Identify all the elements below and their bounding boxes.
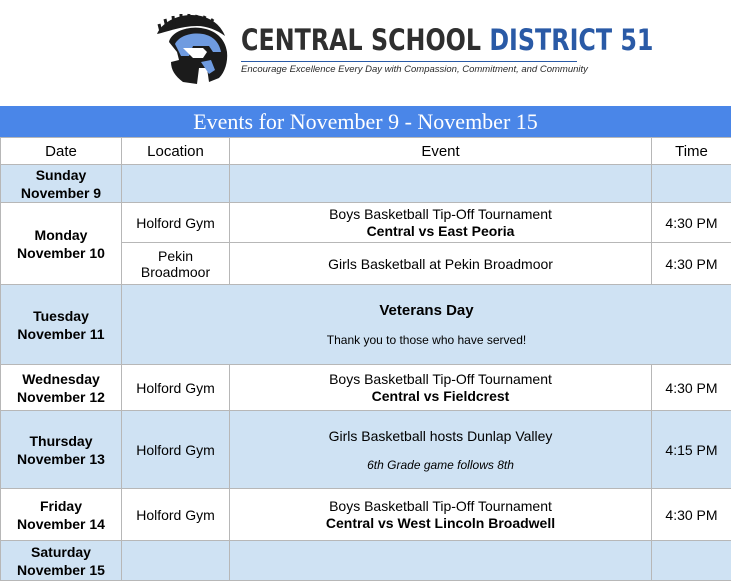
time-cell: 4:15 PM xyxy=(652,411,731,489)
date-cell xyxy=(1,285,122,365)
location-cell: Holford Gym xyxy=(122,411,230,489)
event-cell xyxy=(230,365,652,411)
location-cell: Holford Gym xyxy=(122,365,230,411)
table-row-tuesday xyxy=(1,285,731,365)
column-header-time: Time xyxy=(652,138,731,165)
date-cell xyxy=(1,411,122,489)
time-cell: 4:30 PM xyxy=(652,203,731,243)
location-cell: Holford Gym xyxy=(122,489,230,541)
time-cell: 4:30 PM xyxy=(652,243,731,285)
event-matchup: Central vs East Peoria xyxy=(233,223,648,240)
event-cell xyxy=(230,541,652,581)
location-cell xyxy=(122,541,230,581)
district-name-part1: CENTRAL SCHOOL xyxy=(241,23,481,57)
date-cell xyxy=(1,365,122,411)
date: November 9 xyxy=(4,184,118,202)
date: November 12 xyxy=(4,388,118,406)
event-title: Boys Basketball Tip-Off Tournament xyxy=(233,498,648,515)
holiday-note: Thank you to those who have served! xyxy=(125,333,728,347)
events-table xyxy=(0,137,731,581)
date: November 10 xyxy=(4,244,118,262)
column-header-location: Location xyxy=(122,138,230,165)
spartan-helmet-icon xyxy=(153,12,233,88)
location-cell xyxy=(122,165,230,203)
holiday-title: Veterans Day xyxy=(125,302,728,319)
event-cell xyxy=(230,165,652,203)
tagline: Encourage Excellence Every Day with Compassion, Commitment, and Community xyxy=(241,64,588,75)
time-cell xyxy=(652,541,731,581)
location-line: Pekin xyxy=(125,248,226,264)
table-row-friday xyxy=(1,489,731,541)
table-row-monday-1 xyxy=(1,203,731,243)
event-matchup: Central vs West Lincoln Broadwell xyxy=(233,515,648,532)
table-row-sunday xyxy=(1,165,731,203)
column-header-date: Date xyxy=(1,138,122,165)
event-title: Boys Basketball Tip-Off Tournament xyxy=(233,371,648,388)
date-cell xyxy=(1,541,122,581)
event-title: Girls Basketball hosts Dunlap Valley xyxy=(233,428,648,445)
weekday: Saturday xyxy=(4,543,118,561)
weekday: Sunday xyxy=(4,166,118,184)
weekday: Thursday xyxy=(4,432,118,450)
location-cell: Holford Gym xyxy=(122,203,230,243)
event-matchup: Central vs Fieldcrest xyxy=(233,388,648,405)
district-name xyxy=(241,20,653,60)
event-cell xyxy=(230,411,652,489)
event-title: Boys Basketball Tip-Off Tournament xyxy=(233,206,648,223)
page-header xyxy=(0,0,731,104)
date: November 11 xyxy=(4,325,118,343)
date: November 13 xyxy=(4,450,118,468)
table-row-saturday xyxy=(1,541,731,581)
event-cell: Girls Basketball at Pekin Broadmoor xyxy=(230,243,652,285)
date-cell xyxy=(1,203,122,285)
time-cell: 4:30 PM xyxy=(652,489,731,541)
event-cell xyxy=(230,489,652,541)
time-cell xyxy=(652,165,731,203)
column-header-event: Event xyxy=(230,138,652,165)
weekday: Friday xyxy=(4,497,118,515)
date-cell xyxy=(1,165,122,203)
district-name-part2: DISTRICT 51 xyxy=(489,23,653,57)
location-line: Broadmoor xyxy=(125,264,226,280)
date: November 14 xyxy=(4,515,118,533)
location-cell xyxy=(122,243,230,285)
weekday: Monday xyxy=(4,226,118,244)
events-banner: Events for November 9 - November 15 xyxy=(0,106,731,137)
date: November 15 xyxy=(4,561,118,579)
weekday: Tuesday xyxy=(4,307,118,325)
date-cell xyxy=(1,489,122,541)
table-header-row xyxy=(1,138,731,165)
event-cell xyxy=(230,203,652,243)
weekday: Wednesday xyxy=(4,370,118,388)
event-note: 6th Grade game follows 8th xyxy=(233,458,648,472)
table-row-wednesday xyxy=(1,365,731,411)
time-cell: 4:30 PM xyxy=(652,365,731,411)
table-row-thursday xyxy=(1,411,731,489)
tagline-divider xyxy=(241,61,577,62)
holiday-cell xyxy=(122,285,731,365)
